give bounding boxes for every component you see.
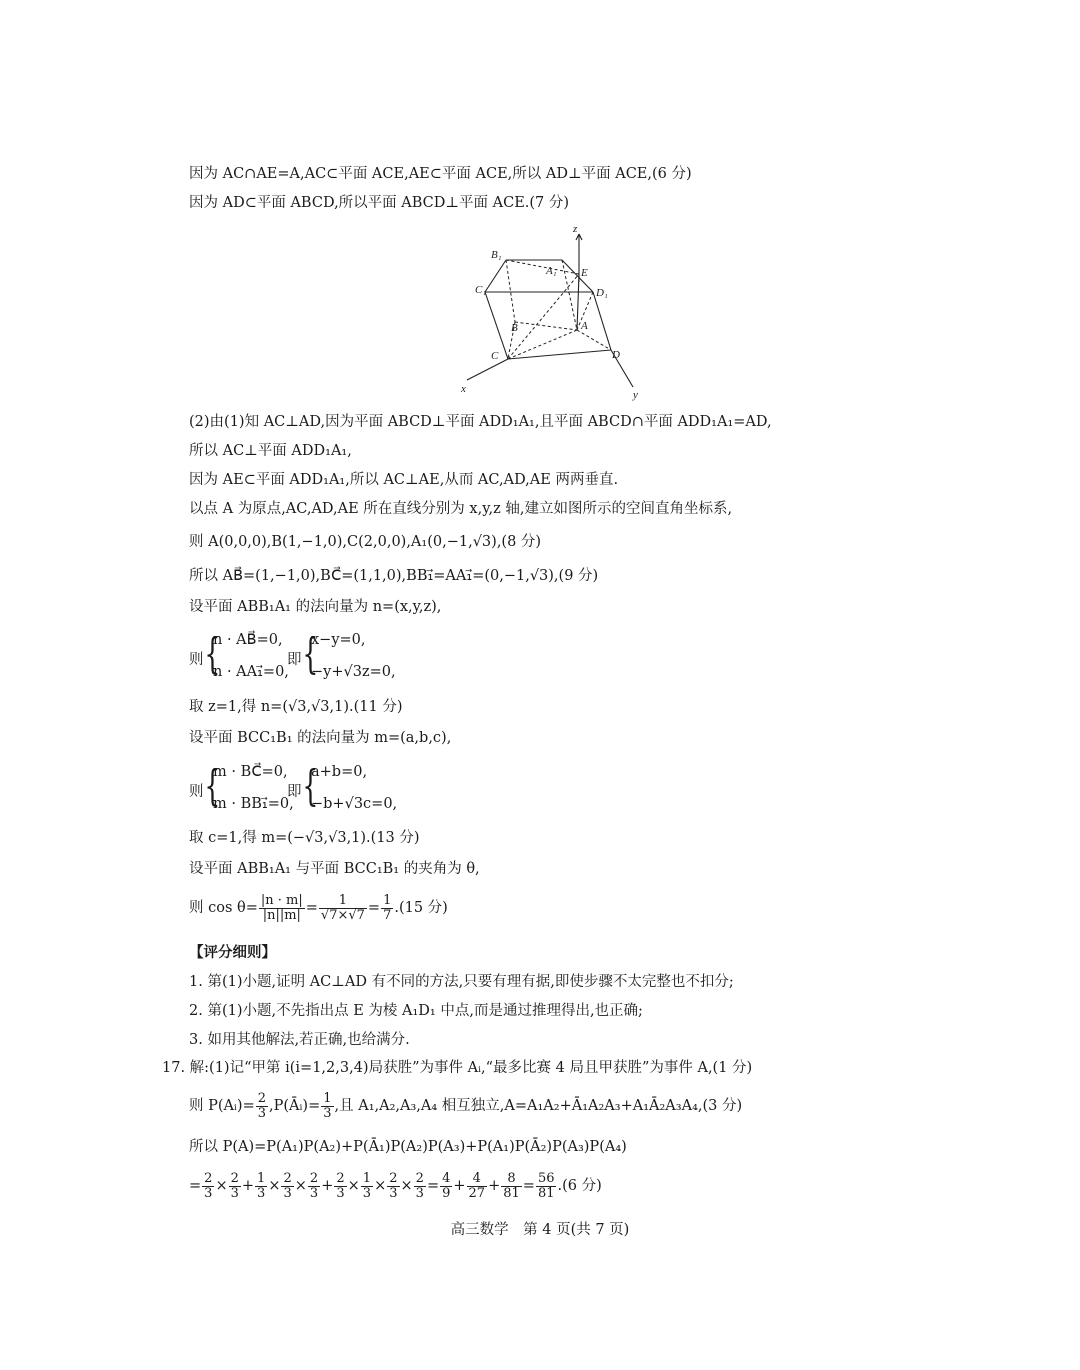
denominator: 81 [537,1185,555,1201]
numerator: 1 [383,892,392,908]
label-B1: B₁ [491,249,502,261]
ie-label: 即 [287,784,302,800]
equation: a+b=0, [311,764,368,780]
fraction [414,1172,426,1201]
operator: + [241,1178,255,1194]
fraction [321,1092,333,1121]
brace-icon: { [204,761,221,810]
prob-line [189,1088,742,1124]
fraction [319,894,367,923]
numerator: 4 [467,1172,488,1187]
equation-system [189,762,489,818]
denominator: 3 [283,1185,292,1201]
operator: = [522,1178,535,1194]
rubric-item: 2. 第(1)小题,不先指出点 E 为棱 A₁D₁ 中点,而是通过推理得出,也正确; [189,1003,643,1019]
equals: = [367,900,381,916]
denominator: 3 [389,1185,398,1201]
label-D1: D₁ [596,287,608,299]
prob-pre: 则 P(Aᵢ)= [189,1098,255,1114]
numerator: 8 [501,1172,522,1187]
operator: × [294,1178,307,1194]
denominator: √7×√7 [320,907,365,923]
numerator: 2 [415,1170,424,1186]
fraction [536,1172,557,1201]
text-line: 因为 AD⊂平面 ABCD,所以平面 ABCD⊥平面 ACE.(7 分) [189,195,570,211]
fraction [440,1172,452,1201]
numerator: 56 [537,1170,555,1186]
text-line: 设平面 ABB₁A₁ 与平面 BCC₁B₁ 的夹角为 θ, [189,861,480,877]
equation: n · AB⃗=0, [213,632,283,648]
denominator: |n||m| [262,907,301,923]
operator: × [400,1178,413,1194]
fraction [229,1172,241,1201]
text-line: 因为 AC∩AE=A,AC⊂平面 ACE,AE⊂平面 ACE,所以 AD⊥平面 ACE,(6 分) [189,166,692,182]
text-line: 设平面 ABB₁A₁ 的法向量为 n=(x,y,z), [189,599,442,615]
operator: × [268,1178,281,1194]
denominator: 9 [442,1185,451,1201]
text-line: 所以 AB⃗=(1,−1,0),BC⃗=(1,1,0),BB₁⃗=AA₁⃗=(0,−1,√3),(9 分) [189,568,599,584]
equation: −b+√3c=0, [311,796,398,812]
numerator: 1 [323,1090,332,1106]
numerator: 1 [257,1170,266,1186]
prism-figure [455,222,655,402]
equation-system [189,630,489,686]
operator: = [189,1178,202,1194]
label-B: B [511,322,518,334]
equation: m · BB₁⃗=0, [213,796,294,812]
numerator: 2 [283,1170,292,1186]
denominator: 27 [468,1185,486,1201]
brace-icon: { [302,629,319,678]
rubric-title: 【评分细则】 [189,945,276,961]
label-E: E [581,267,588,279]
prob-mid: ,P(Āᵢ)= [269,1098,321,1114]
numerator: 2 [336,1170,345,1186]
brace-icon: { [302,761,319,810]
denominator: 3 [257,1105,266,1121]
operator: + [321,1178,334,1194]
text-line: 设平面 BCC₁B₁ 的法向量为 m=(a,b,c), [189,730,452,746]
label-A: A [581,320,588,332]
operator: × [374,1178,387,1194]
denominator: 3 [309,1185,319,1201]
numerator: |n · m| [260,892,303,908]
numerator: 2 [309,1170,319,1186]
numerator: 2 [257,1090,266,1106]
ie-label: 即 [287,652,302,668]
fraction [381,894,393,923]
prob-sum-line [189,1168,602,1204]
numerator: 1 [319,894,367,909]
score-note: .(6 分) [557,1178,602,1194]
equals: = [305,900,318,916]
prob-post: ,且 A₁,A₂,A₃,A₄ 相互独立,A=A₁A₂+Ā₁A₂A₃+A₁Ā₂A₃A₄,(3 分) [334,1098,743,1114]
numerator: 2 [230,1170,239,1186]
equation: n · AA₁⃗=0, [213,664,289,680]
question-17: 17. 解:(1)记“甲第 i(i=1,2,3,4)局获胜”为事件 Aᵢ,“最多比赛 4 局且甲获胜”为事件 A,(1 分) [162,1060,753,1076]
text-line: 因为 AE⊂平面 ADD₁A₁,所以 AC⊥AE,从而 AC,AD,AE 两两垂直. [189,472,619,488]
operator: + [453,1178,466,1194]
denominator: 81 [503,1185,520,1201]
numerator: 2 [389,1170,398,1186]
fraction [334,1172,346,1201]
operator: + [488,1178,501,1194]
operator: × [215,1178,228,1194]
fraction [308,1172,320,1201]
label-D: D [612,349,620,361]
denominator: 3 [257,1185,266,1201]
fraction [387,1172,399,1201]
denominator: 3 [362,1185,372,1201]
denominator: 3 [415,1185,424,1201]
equation: m · BC⃗=0, [213,764,288,780]
label-C: C [491,350,499,362]
text-line: 取 z=1,得 n=(√3,√3,1).(11 分) [189,699,403,715]
numerator: 4 [442,1170,451,1186]
equation: −y+√3z=0, [311,664,396,680]
then-label: 则 [189,652,204,668]
text-line: 取 c=1,得 m=(−√3,√3,1).(13 分) [189,830,420,846]
label-C1: C₁ [475,284,487,296]
score-note: .(15 分) [394,900,448,916]
text-line: 所以 AC⊥平面 ADD₁A₁, [189,443,352,459]
fraction [202,1172,214,1201]
text-line: 则 A(0,0,0),B(1,−1,0),C(2,0,0),A₁(0,−1,√3),(8 分) [189,534,542,550]
numerator: 1 [362,1170,372,1186]
denominator: 7 [383,907,392,923]
brace-icon: { [204,629,221,678]
numerator: 2 [204,1170,213,1186]
denominator: 3 [336,1185,345,1201]
label-A1: A₁ [546,265,557,277]
text-line: 所以 P(A)=P(A₁)P(A₂)+P(Ā₁)P(A₂)P(A₃)+P(A₁)P(Ā₂)P(A₃)P(A₄) [189,1139,627,1155]
cos-pre: 则 cos θ= [189,900,258,916]
text-line: (2)由(1)知 AC⊥AD,因为平面 ABCD⊥平面 ADD₁A₁,且平面 ABCD∩平面 ADD₁A₁=AD, [189,414,772,430]
label-z: z [573,223,578,235]
fraction [501,1172,522,1201]
operator: = [426,1178,440,1194]
denominator: 3 [323,1105,332,1121]
fraction [467,1172,488,1201]
fraction [281,1172,293,1201]
fraction [256,1092,268,1121]
denominator: 3 [230,1185,239,1201]
denominator: 3 [204,1185,213,1201]
operator: × [347,1178,360,1194]
rubric-item: 3. 如用其他解法,若正确,也给满分. [189,1032,410,1048]
label-x: x [461,383,466,395]
fraction [255,1172,267,1201]
fraction [361,1172,373,1201]
page-footer: 高三数学 第 4 页(共 7 页) [450,1222,630,1238]
text-line: 以点 A 为原点,AC,AD,AE 所在直线分别为 x,y,z 轴,建立如图所示的空间直角坐标系, [189,501,733,517]
then-label: 则 [189,784,204,800]
rubric-item: 1. 第(1)小题,证明 AC⊥AD 有不同的方法,只要有理有据,即使步骤不太完整也不扣分; [189,974,734,990]
cos-line [189,890,448,926]
fraction [259,894,305,923]
label-y: y [633,389,638,401]
equation: x−y=0, [311,632,366,648]
